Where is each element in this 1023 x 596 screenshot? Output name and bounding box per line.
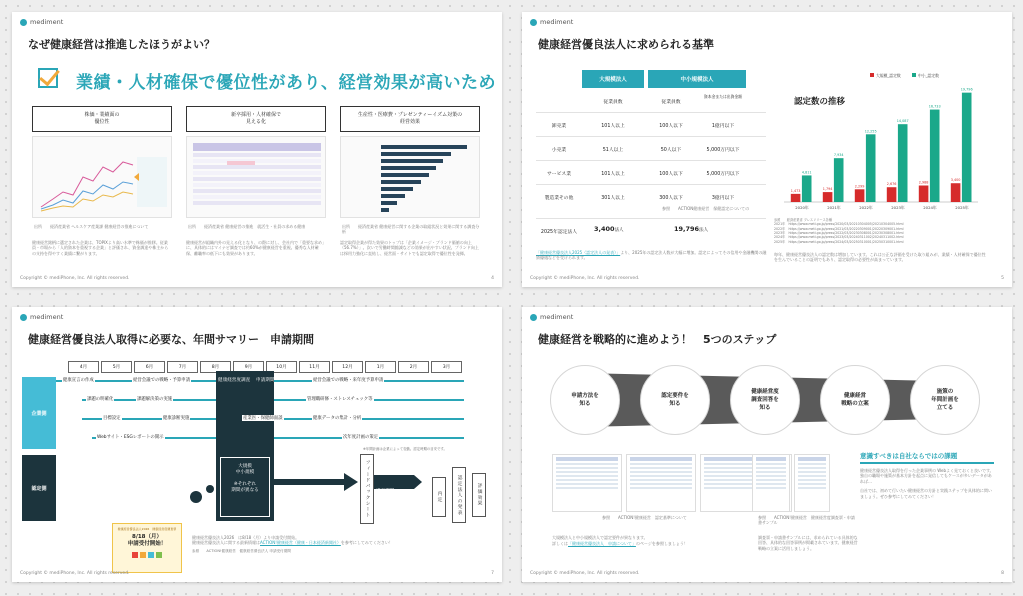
source-criteria: 参照 ACTION!健康経営 認定基準について: [602, 515, 687, 520]
chart-bar-small: [962, 93, 972, 202]
brand-logo-icon: [20, 314, 27, 321]
document-thumbnail: [700, 454, 760, 512]
step-circle-2[interactable]: 認定要件を 知る: [640, 365, 710, 435]
cert-flow-arrow: [274, 467, 434, 497]
thumbnail-effect-bars: [340, 136, 480, 218]
legend-large: 大規模_認定数: [876, 73, 901, 78]
step-circle-1[interactable]: 申請方法を 知る: [550, 365, 620, 435]
slide-annual-summary[interactable]: [12, 307, 502, 582]
month-cell: 12月: [332, 361, 363, 373]
company-side-label: 企業側: [22, 377, 56, 449]
subheader-employees: 従業員数: [661, 100, 681, 105]
brand-logo-icon: [530, 19, 537, 26]
slide-certification-criteria[interactable]: [522, 12, 1012, 287]
note-line-2: [192, 540, 442, 545]
page-number: 8: [1001, 571, 1004, 576]
month-cell: 10月: [266, 361, 297, 373]
copyright: Copyright © mediPhone, Inc. All rights reserved.: [530, 276, 640, 281]
banner-stripe: [132, 552, 138, 558]
doc-line: [704, 457, 756, 461]
row-large: 101人以上: [601, 172, 625, 177]
doc-line: [630, 475, 692, 477]
doc-line: [556, 479, 618, 481]
doc-line: [556, 487, 618, 489]
task-health-declaration: 健康宣言の作成: [63, 378, 94, 383]
task-next-strategy: 経営会議での戦略・来年度予算申請: [313, 378, 384, 383]
month-cell: 8月: [200, 361, 231, 373]
certified-label: 2025年認定法人: [540, 230, 578, 235]
certified-small: [674, 225, 708, 233]
doc-line: [556, 483, 618, 485]
row-industry: 卸売業: [551, 124, 567, 129]
certified-small-value: 19,796: [674, 225, 700, 233]
chart-value-label: 16,733: [928, 104, 941, 109]
chart-source-urls: 2021年 https://www.meti.go.jp/press/2020/03/20210304005/20210304005.html 2022年 https://www.meti.go.jp/press/2021/03/20220309001/20220309001.html 2023年 https://www.meti.go.jp/press/2022/03/20230308001/20230308001.html 2024年 https://www.meti.go.jp/press/2023/03/20240311002/20240311002.html 2025年 https://www.meti.go.jp/press/2024/03/20250310001/20250310001.html: [774, 222, 904, 244]
brand-logo-icon: [20, 19, 27, 26]
requirements-note: [552, 535, 752, 548]
doc-line: [756, 483, 786, 485]
column-label-recruit: 新卒採用・人材確保で 見える化: [186, 106, 326, 132]
doc-line: [630, 457, 692, 461]
month-cell: 5月: [101, 361, 132, 373]
chart-value-label: 12,255: [864, 129, 877, 134]
criteria-note-link[interactable]: 「健康経営優良法人2025（認定法人の発表）」: [536, 250, 621, 255]
month-cell: 6月: [134, 361, 165, 373]
chart-x-tick: 2024年: [923, 205, 937, 210]
source-survey: 参照 ACTION!健康経営 健康経営度調査票・申請書サンプル: [758, 515, 855, 526]
chart-bar-small: [802, 175, 812, 202]
survey-label: 健康経営度調査: [218, 378, 251, 383]
eval-box: 評価効果: [472, 473, 486, 517]
certified-large-value: 3,400: [594, 225, 615, 233]
row-capital: 5,000万円以下: [706, 172, 740, 177]
chart-bar-small: [866, 134, 876, 202]
doc-line: [756, 471, 786, 473]
doc-line: [756, 457, 786, 461]
chart-x-tick: 2025年: [955, 205, 969, 210]
decision-box: 内定: [432, 477, 446, 517]
row-capital: 5,000万円以下: [706, 148, 740, 153]
checkbox-icon: [38, 68, 58, 88]
brand-logo: [530, 313, 573, 321]
month-cell: 2月: [398, 361, 429, 373]
chart-source: [774, 218, 984, 244]
chart-bar-large: [919, 185, 929, 202]
doc-line: [798, 479, 826, 481]
page-number: 5: [1001, 276, 1004, 281]
row-industry: 製造業その他: [544, 196, 574, 201]
note-line-2-b: を参考にしてみてください！: [340, 540, 393, 546]
survey-note: 調査票・申請書サンプルには、求められている具体的な回答、具体的な回答事例が掲載されています。健康経営戦略の立案に活用しましょう。: [758, 535, 858, 551]
banner-subtitle: 健康経営優良法人2026 健康経営度調査票: [117, 527, 177, 531]
requirements-note-tail: のページを参照しましょう！: [635, 541, 688, 547]
banner-stripes: [113, 552, 181, 558]
task-web-esg: Webサイト・ESGレポートの開示: [97, 435, 164, 440]
doc-line: [704, 475, 756, 477]
row-large: 51人以上: [602, 148, 624, 153]
effect-bars-graphic: [341, 137, 480, 218]
row-small: 100人以下: [659, 124, 683, 129]
col-header-small: 中小規模法人: [648, 70, 746, 88]
cert-side-label: 認定側: [22, 455, 56, 521]
table-divider: [536, 136, 766, 137]
brand-logo-icon: [530, 314, 537, 321]
chart-value-label: 2,676: [886, 182, 897, 187]
recruit-table-graphic: [187, 137, 326, 218]
brand-name: mediment: [540, 313, 574, 321]
table-divider: [536, 218, 766, 219]
application-note: [192, 535, 442, 554]
chart-value-label: 1,473: [790, 188, 801, 193]
doc-line: [798, 487, 826, 489]
column-label-productivity: 生産性・医療費・プレゼンティーイズム対策の 経営効果: [340, 106, 480, 132]
slide-title: 健康経営優良法人に求められる基準: [538, 38, 714, 51]
doc-line: [704, 471, 756, 473]
copyright: Copyright © mediPhone, Inc. All rights reserved.: [20, 571, 130, 576]
chart-value-label: 14,087: [896, 119, 909, 124]
chart-value-label: 19,796: [960, 87, 973, 92]
requirements-note-b: [552, 541, 752, 547]
brand-logo: [530, 18, 573, 26]
chart-value-label: 4,811: [801, 170, 812, 175]
row-industry: サービス業: [547, 172, 571, 177]
table-source: 参照 ACTION健康経営 保健認定についての: [662, 206, 750, 211]
chart-x-tick: 2020年: [795, 205, 809, 210]
doc-line: [630, 479, 692, 481]
document-thumbnail: [626, 454, 696, 512]
chart-bar-small: [930, 110, 940, 202]
advice-text-1: 健康経営優良法人取得を行った企業事例の Webよく見ておくと良いです。独自の職場や施策が基本方針を起点に発信してもケースが多いデータがあれば…: [860, 468, 994, 484]
document-thumbnail: [752, 454, 790, 512]
doc-line: [556, 463, 618, 465]
task-goal: 目標設定: [103, 416, 121, 421]
review-label: 審査期間: [376, 489, 395, 494]
doc-line: [798, 463, 826, 465]
column-label-stock: 株価・業績面の 優位性: [32, 106, 172, 132]
step-circle-5[interactable]: 施策の 年間計画を 立てる: [910, 365, 980, 435]
slide-five-steps[interactable]: [522, 307, 1012, 582]
row-capital: 1億円以下: [711, 124, 735, 129]
chart-bar-small: [898, 124, 908, 202]
advice-title: 意識すべきは自社ならではの課題: [860, 451, 994, 464]
chart-x-tick: 2021年: [827, 205, 841, 210]
slide-title: 健康経営を戦略的に進めよう！ 5つのステップ: [538, 333, 777, 346]
chart-bar-large: [855, 189, 865, 202]
brand-name: mediment: [30, 313, 64, 321]
chart-value-label: 7,934: [833, 153, 844, 158]
note-line-1: 健康経営優良法人2026 は8/18（月）より申請受付開始。: [192, 535, 300, 540]
doc-line: [556, 457, 618, 461]
row-large: 301人以上: [601, 196, 625, 201]
certified-large-unit: 法人: [614, 228, 624, 233]
chart-note: 毎年、健康経営優良法人の認定数は増加しています。これは公正な評価を受けた取り組みが、業績・人材確保で優位性を生んでいることの証明でもあり、認定取得の必要性が高まっています。: [774, 252, 986, 263]
banner-stripe: [140, 552, 146, 558]
page-number: 4: [491, 276, 494, 281]
task-issue-clarify: 課題の明確化: [87, 397, 114, 402]
table-divider: [536, 112, 766, 113]
criteria-note: [536, 250, 768, 261]
task-solution: 課題解決策の実施: [137, 397, 173, 402]
doc-line: [704, 487, 756, 489]
requirements-note-a: 大規模法人と中小規模法人で認定要件が異なります。: [552, 535, 648, 540]
doc-line: [756, 475, 786, 477]
doc-line: [630, 463, 692, 465]
headline: 業績・人材確保で優位性があり、経営効果が高いため: [76, 73, 496, 93]
doc-line: [556, 471, 618, 473]
month-cell: 9月: [233, 361, 264, 373]
step-circle-3[interactable]: 健康経営度 調査回答を 知る: [730, 365, 800, 435]
row-industry: 小売業: [551, 148, 567, 153]
doc-line: [556, 475, 618, 477]
month-cell: 11月: [299, 361, 330, 373]
month-cell: 4月: [68, 361, 99, 373]
doc-line: [798, 471, 826, 473]
chart-value-label: 1,794: [822, 187, 833, 192]
requirements-note-lead: 詳しくは: [552, 541, 568, 547]
announce-box: 認定法人の発表: [452, 467, 466, 523]
feedback-box: フィードバックシート: [360, 454, 374, 524]
step-circle-4[interactable]: 健康経営 戦略の立案: [820, 365, 890, 435]
timeline-bar: [274, 418, 464, 420]
brand-name: mediment: [30, 18, 64, 26]
subheader-capital: 資本金または出資金額: [704, 94, 742, 99]
legend-small: 中小_認定数: [918, 73, 939, 78]
row-small: 50人以下: [660, 148, 682, 153]
column-text: 健康経営が組織内外の見える化となり、の際に対し、会社内で「重要な求め」に、具体的にはマイナビ調査では約60%が健康経営を重視。優秀な人材確保、離職率の低下にも効果があります。: [186, 240, 326, 256]
certified-large: [594, 225, 624, 233]
doc-line: [704, 479, 756, 481]
brand-logo: [20, 313, 63, 321]
subheader-employees: 従業員数: [603, 100, 623, 105]
column-text: 認定取得企業が得た効果のトップは「企業イメージ・ブランド価値の向上（56.7%）」。次いで労働時間縮減などの効果が出やすい状況。プランド向上は採用力強化に直結し、経営面・サイトでも認定取得で優位性を発揮。: [340, 240, 479, 256]
task-next-plan: 次年度計画の策定: [343, 435, 379, 440]
doc-line: [630, 467, 692, 469]
banner-stripe: [156, 552, 162, 558]
table-divider: [536, 160, 766, 161]
note-line-2-a: 健康経営優良法人に関する最新情報は: [192, 540, 260, 546]
doc-line: [798, 483, 826, 485]
chart-bar-large: [951, 183, 961, 202]
doc-line: [756, 479, 786, 481]
chart-source-label: 参照 経済産業省 プレスリリース各種: [774, 218, 833, 222]
doc-line: [798, 475, 826, 477]
doc-line: [630, 471, 692, 473]
column-text: 健康経営銘柄に選定された企業は、TOPIXより高い水準で株価が推移。従業員・市場から「人的資本を重視する企業」と評価され、資金調達や株主からの支持を得やすく業績に繋がります。: [32, 240, 169, 256]
banner-stripe: [148, 552, 154, 558]
doc-line: [704, 463, 756, 465]
month-cell: 7月: [167, 361, 198, 373]
certification-chart: [772, 68, 984, 216]
task-manager-training: 管理職研修・ストレスチェック等: [307, 397, 373, 402]
note-source: 参照 ACTION!健康経営 健康経営優良法人 申請受付期間: [192, 548, 291, 553]
doc-line: [756, 463, 786, 465]
doc-line: [704, 467, 756, 469]
slide-why-health-management[interactable]: [12, 12, 502, 287]
table-divider: [536, 184, 766, 185]
month-cell: 1月: [365, 361, 396, 373]
copyright: Copyright © mediPhone, Inc. All rights reserved.: [20, 276, 130, 281]
column-source: 出所 経済産業省 健康経営の推進 就活生・社員の求める健康: [188, 224, 306, 229]
decorative-dot: [190, 491, 202, 503]
legend-swatch-large: [870, 73, 874, 77]
application-banner[interactable]: [112, 523, 182, 573]
decorative-dot: [206, 485, 214, 493]
chart-x-tick: 2023年: [891, 205, 905, 210]
chart-value-label: 2,299: [854, 184, 865, 189]
chart-value-label: 2,988: [918, 180, 929, 185]
month-cell: 3月: [431, 361, 462, 373]
apply-label: 申請期間: [256, 378, 275, 383]
banner-title: 8/18（月） 申請受付開始！: [127, 534, 167, 548]
doc-line: [704, 483, 756, 485]
doc-line: [798, 457, 826, 461]
advice-text-2: 自社では、初めて行いたい健康経営の方針と実践ステップを具体的に問いましょう。ぜひ参考にしてみてください！: [860, 488, 992, 499]
criteria-note-text: より、2025年の認定法人数が大幅に増加。認定によってその信用や金融機関の融資優遇などを受けられます。: [536, 250, 767, 261]
doc-line: [630, 483, 692, 485]
doc-line: [630, 487, 692, 489]
application-page-link[interactable]: 「健康経営優良法人 申請について」: [568, 541, 636, 547]
task-strategy-budget: 経営会議での戦略・予算申請: [133, 378, 191, 383]
row-small: 300人以下: [659, 196, 683, 201]
thumbnail-stock-chart: [32, 136, 172, 218]
advice-panel: [860, 451, 994, 575]
certified-small-unit: 法人: [699, 228, 709, 233]
document-thumbnail: [552, 454, 622, 512]
doc-line: [756, 487, 786, 489]
slide-title: 健康経営優良法人取得に必要な、年間サマリー 申請期間: [28, 333, 314, 346]
thumbnail-recruit-table: [186, 136, 326, 218]
chart-value-label: 3,400: [950, 178, 961, 183]
chart-bar-large: [791, 194, 801, 202]
page-number: 7: [491, 571, 494, 576]
chart-x-tick: 2022年: [859, 205, 873, 210]
chart-bar-large: [887, 187, 897, 202]
doc-line: [798, 467, 826, 469]
copyright: Copyright © mediPhone, Inc. All rights reserved.: [530, 571, 640, 576]
certification-chart-svg: [772, 68, 984, 216]
document-thumbnail: [794, 454, 830, 512]
doc-line: [756, 467, 786, 469]
slide-title: なぜ健康経営は推進したほうがよい？: [28, 38, 215, 51]
task-doctor-interview: 産業医・保健師面談: [243, 416, 283, 421]
column-source: 出所 経済産業省 健康経営に関する企業の取組状況と効果に関する調査分析: [342, 224, 480, 235]
chart-bar-small: [834, 158, 844, 202]
row-large: 101人以上: [601, 124, 625, 129]
col-header-large: 大規模法人: [582, 70, 644, 88]
period-note-box: 大規模 中小規模 ※それぞれ 期間が異なる: [220, 457, 270, 517]
chart-bar-large: [823, 192, 833, 202]
legend-swatch-small: [912, 73, 916, 77]
row-capital: 3億円以下: [711, 196, 735, 201]
row-small: 100人以下: [659, 172, 683, 177]
schedule-note: ※年間計画は企業によって変動。認定時期の目安です。: [363, 447, 447, 451]
task-health-check: 健康診断実施: [163, 416, 190, 421]
task-data-analysis: 健康データの集計・分析: [313, 416, 362, 421]
action-health-link[interactable]: ACTION!健康経営（健康・日本経済新聞社）: [260, 540, 341, 546]
brand-logo: [20, 18, 63, 26]
stock-chart-graphic: [33, 137, 172, 218]
chart-title: 認定数の推移: [794, 97, 846, 107]
brand-name: mediment: [540, 18, 574, 26]
column-source: 出所 経済産業省 ヘルスケア産業課 健康経営の推進について: [34, 224, 149, 229]
doc-line: [556, 467, 618, 469]
